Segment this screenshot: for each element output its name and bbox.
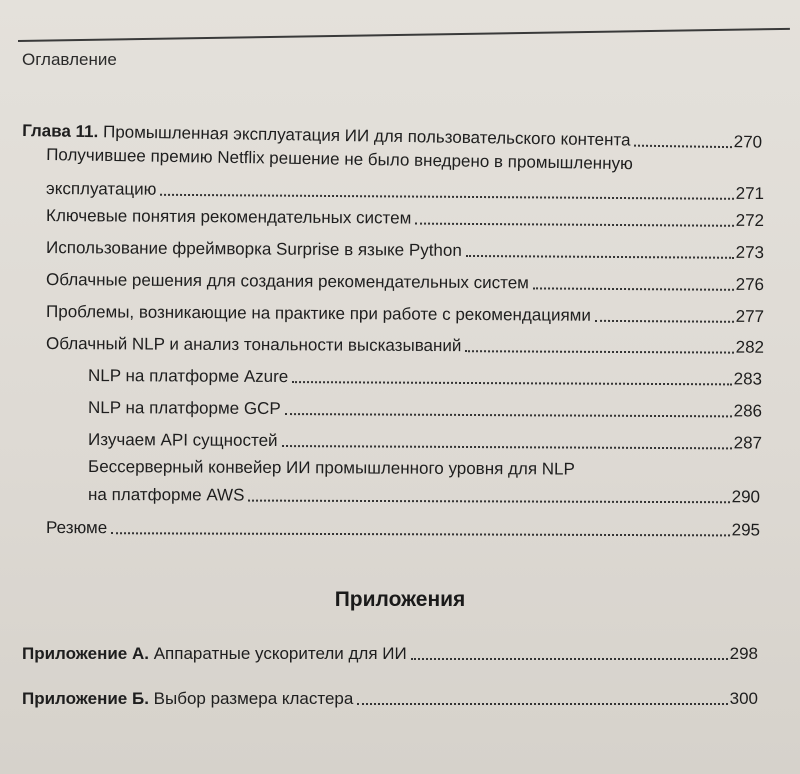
appendix-title: Выбор размера кластера [153,689,354,708]
leader-dots [282,445,732,449]
toc-entry-entity-api[interactable] [88,429,762,455]
appendix-title: Аппаратные ускорители для ИИ [153,644,407,663]
toc-entry-title: NLP на платформе GCP [88,398,281,419]
leader-dots [595,320,734,323]
toc-entry-serverless-aws[interactable] [88,484,760,508]
leader-dots [292,381,731,385]
toc-entry-practice-problems[interactable] [46,301,764,328]
toc-appendix-a[interactable] [22,643,758,665]
toc-entry-line2: на платформе AWS [88,485,245,505]
page-number: 282 [735,337,765,357]
toc-entry-title: Облачные решения для создания рекомендательных систем [46,270,529,293]
page-number: 277 [735,306,765,327]
toc-entry-title: Проблемы, возникающие на практике при работе с рекомендациями [46,302,591,325]
page-number: 300 [729,689,758,708]
leader-dots [415,223,733,227]
toc-entry-netflix[interactable] [46,178,764,205]
header-rule [18,28,790,42]
appendix-label: Приложение А. [22,644,149,663]
leader-dots [466,255,734,259]
leader-dots [111,532,729,536]
leader-dots [634,145,731,149]
page-number: 270 [733,132,763,152]
toc-entry-title: Ключевые понятия рекомендательных систем [46,206,412,228]
page-number: 273 [735,242,765,263]
chapter-title: Промышленная эксплуатация ИИ для пользовательского контента [102,122,631,150]
leader-dots [411,658,728,660]
page-number: 283 [733,369,763,389]
page-number: 287 [733,433,763,453]
leader-dots [533,287,734,290]
toc-entry-summary[interactable] [46,517,760,541]
appendices-heading: Приложения [334,588,466,611]
toc-entry-title: NLP на платформе Azure [88,366,289,387]
leader-dots [160,194,733,200]
page-number: 272 [735,210,765,231]
running-header: Оглавление [22,50,117,69]
toc-entry-title: Изучаем API сущностей [88,430,278,450]
leader-dots [357,703,727,705]
toc-entry-title: Резюме [46,518,108,538]
toc-entry-title: Облачный NLP и анализ тональности высказываний [46,334,462,356]
toc-appendix-b[interactable] [22,688,758,710]
page-number: 276 [735,274,765,295]
toc-entry-recsys-concepts[interactable] [46,205,764,232]
toc-entry-line1[interactable]: Бессерверный конвейер ИИ промышленного уровня для NLP [88,457,575,479]
toc-entry-nlp-azure[interactable] [88,365,762,391]
toc-entry-surprise[interactable] [46,237,764,264]
toc-entry-cloud-recsys[interactable] [46,269,764,296]
page-number: 290 [731,487,761,507]
appendix-label: Приложение Б. [22,689,149,708]
page-number: 271 [735,183,765,204]
chapter-label: Глава 11. [22,121,99,142]
toc-entry-cloud-nlp[interactable] [46,333,764,359]
toc-entry-title: Использование фреймворка Surprise в языке Python [46,238,462,260]
toc-entry-nlp-gcp[interactable] [88,397,762,423]
leader-dots [248,500,729,504]
toc-entry-line2: эксплуатацию [46,179,157,199]
leader-dots [465,350,733,353]
toc-entry-line1[interactable]: Получившее премию Netflix решение не было внедрено в промышленную [46,145,633,174]
page-number: 286 [733,401,763,421]
leader-dots [285,413,732,417]
page-number: 298 [729,644,758,663]
page-number: 295 [731,520,761,540]
